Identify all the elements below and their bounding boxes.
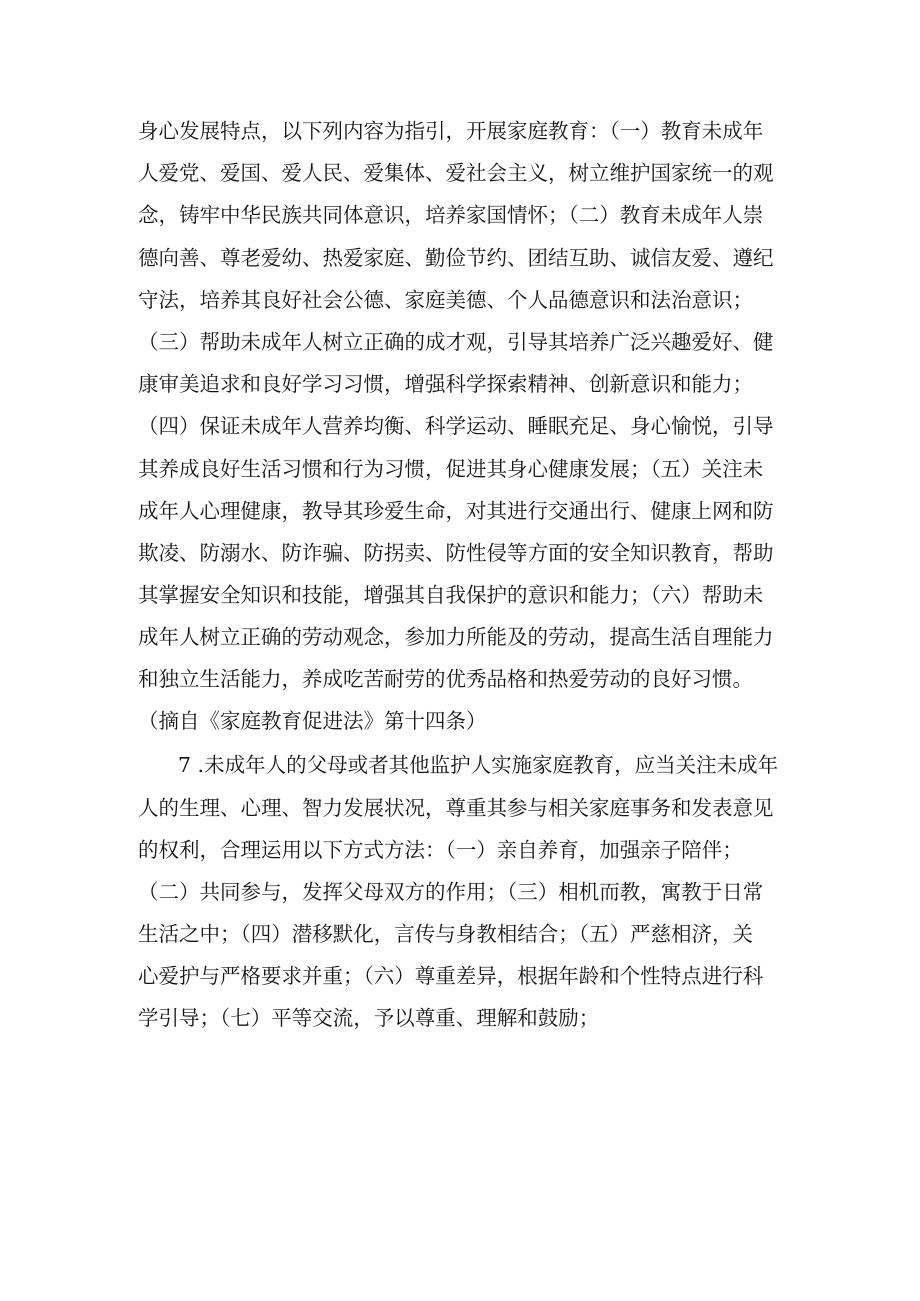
text-line: 生活之中；（四）潜移默化，言传与身教相结合；（五）严慈相济，关 <box>138 922 753 946</box>
text-line: 7 .未成年人的父母或者其他监护人实施家庭教育，应当关注未成年 <box>178 753 779 777</box>
source-citation: （摘自《家庭教育促进法》第十四条） <box>138 709 487 733</box>
text-line: 守法，培养其良好社会公德、家庭美德、个人品德意识和法治意识； <box>138 288 753 312</box>
text-line: （四）保证未成年人营养均衡、科学运动、睡眠充足、身心愉悦，引导 <box>138 414 774 438</box>
text-line: （三）帮助未成年人树立正确的成才观，引导其培养广泛兴趣爱好、健 <box>138 330 774 354</box>
text-line: 的权利，合理运用以下方式方法：（一）亲自养育，加强亲子陪伴； <box>138 838 743 862</box>
text-line: 学引导；（七）平等交流，予以尊重、理解和鼓励； <box>138 1006 600 1030</box>
text-line: 其掌握安全知识和技能，增强其自我保护的意识和能力；（六）帮助未 <box>138 583 764 607</box>
text-line: 心爱护与严格要求并重；（六）尊重差异，根据年龄和个性特点进行科 <box>138 964 764 988</box>
text-line: （二）共同参与，发挥父母双方的作用；（三）相机而教，寓教于日常 <box>138 880 764 904</box>
text-line: 成年人心理健康，教导其珍爱生命，对其进行交通出行、健康上网和防 <box>138 499 774 523</box>
text-line: 其养成良好生活习惯和行为习惯，促进其身心健康发展；（五）关注未 <box>138 457 764 481</box>
text-line: 成年人树立正确的劳动观念，参加力所能及的劳动，提高生活自理能力 <box>138 625 774 649</box>
text-line: 身心发展特点，以下列内容为指引，开展家庭教育：（一）教育未成年 <box>138 119 764 143</box>
text-line: 康审美追求和良好学习习惯，增强科学探索精神、创新意识和能力； <box>138 372 753 396</box>
text-line: 德向善、尊老爱幼、热爱家庭、勤俭节约、团结互助、诚信友爱、遵纪 <box>138 246 774 270</box>
text-line: 和独立生活能力，养成吃苦耐劳的优秀品格和热爱劳动的良好习惯。 <box>138 667 753 691</box>
text-line: 人的生理、心理、智力发展状况，尊重其参与相关家庭事务和发表意见 <box>138 796 774 820</box>
text-line: 欺凌、防溺水、防诈骗、防拐卖、防性侵等方面的安全知识教育，帮助 <box>138 541 774 565</box>
text-line: 人爱党、爱国、爱人民、爱集体、爱社会主义，树立维护国家统一的观 <box>138 161 774 185</box>
text-line: 念，铸牢中华民族共同体意识，培养家国情怀；（二）教育未成年人崇 <box>138 203 764 227</box>
